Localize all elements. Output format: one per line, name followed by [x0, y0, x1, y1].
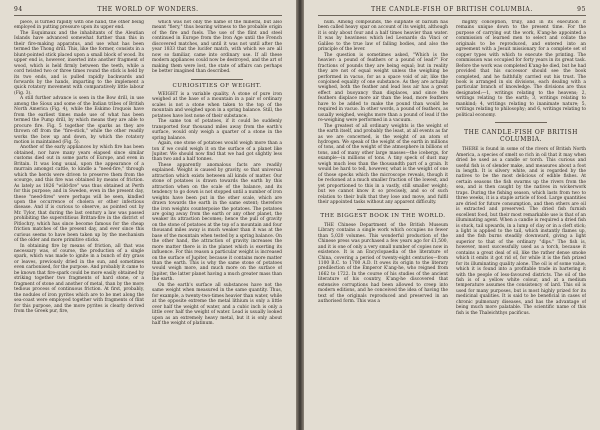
paragraph: A still further advance is seen in the Bow drill, in use among the Sioux and some of the Indian tribes of British North America (Fig. 4), while the Eskimo Iroquois have from the earliest times made use of what has been termed the Pump drill, by which means they are able to procure fire. Fig. 5 together the sparks as they are thrown off from the "fire-stick," while the other readily works the bow up and down, by which the rotatory motion is maintained (Fig. 5).: [14, 96, 144, 145]
paragraph: The greatest of all ordinary weights is the weight of the earth itself, and probably the least, at all events as far as we are concerned, is the weight of an atom of hydrogen. We speak of the weight of the earth in millions of tons, and of the weight of the atmosphere in billions of tons, and of many other large masses—the icebergs, for example—in millions of tons. A tiny speck of dust may weigh much less than the thousandth part of a grain. It would be hard to tell, however, what is the weight of one of those specks which the microscope reveals, though it be reckoned at a much smaller fraction of the lowest, and yet proportioned to this in a vastly, still smaller weight; but we cannot know it so precisely, and so of such relation to their bulk that they lose and move, and fulfil their appointed tasks without any apparent difficulty.: [318, 123, 448, 205]
paragraph: num. Among compounds, the sulphate of barium has been called heavy spar on account of its weight, although it is only about four and a half times heavier than water. It was by heaviness which led Leonardo da Vinci or Galileo to the true law of falling bodies, and also the principle of the lever.: [318, 20, 448, 53]
section-divider: [357, 209, 409, 210]
paragraph: which was not only the name of the mineral, but also meant "fiery," thus bearing witness to the probable origin of the fire and fuels. The use of the flint and steel continued in Europe from the Iron Age until the French discovered matches, and until it was not until after the year 1833 that the lucifer match, with which we are all now so familiar, came into ordinary use. If all these modern appliances could now be destroyed, and the art of making them were lost, the state of affairs can perhaps be better imagined than described.: [152, 20, 282, 75]
paragraph: THE Chinese Department of the British Museum Library contains a single work which occupies no fewer than 5,020 volumes. This wonderful production of the Chinese press was purchased a few years ago for £1,500, and it is one of only a very small number of copies now in existence. It is an Encyclopaedia of the literature of China, covering a period of twenty-eight centuries—from 1100 B.C. to 1700 A.D. It owes its origin to the literary predilection of the Emperor K'ang-he, who reigned from 1662 to 1722. In the course of his studies of the ancient literature of his country, K'ang-he discovered that extensive corruptions had been allowed to creep into modern editions, and he conceived the idea of having the text of the originals reproduced and preserved in an authorised form. This was a: [318, 222, 448, 305]
book-gutter: [296, 0, 304, 430]
right-page-number: 95: [577, 6, 586, 13]
right-page-header: [318, 6, 586, 16]
section-title-biggest-book: THE BIGGEST BOOK IN THE WORLD.: [320, 213, 446, 220]
right-column-1: [318, 20, 448, 430]
paragraph: Again, one stone of potatoes would weigh more than a ton if we could weigh it on the surface of a planet like Jupiter. We should now find that we had got slightly less than two and a half tonnes.: [152, 141, 282, 163]
paragraph: The Esquimaux and the inhabitants of the Aleutian Islands have advanced somewhat further than this in their fire-making apparatus, and use what has been termed the Thong drill. This, like the former, consists in a blunt-pointed stick placed upon a small block of wood. Its upper end is, however, inserted into another fragment of wood, which is held firmly between the teeth, while a cord twisted two or three times round the stick is held by its two ends, and is pulled rapidly backwards and forwards by the hands, imparting to the implement a quick rotatory movement with comparatively little labour (Fig. 3).: [14, 30, 144, 96]
paragraph: piece, is turned rapidly with one hand, the other being employed in putting pressure upon its upper end.: [14, 20, 144, 31]
paragraph: On the earth's surface all substances have not the same weight when measured in the same quantity. Thus, for example, a twenty-two-times heavier than water, while at the opposite extreme the metal lithium is only a little over half the weight of water, and a cubic inch is only a little over half the weight of water. Lead is usually looked upon as an extremely heavy metal, but it is only about half the weight of platinum.: [152, 282, 282, 327]
left-page: [0, 0, 296, 430]
section-title-curiosities-of-weight: CURIOSITIES OF WEIGHT.: [172, 82, 262, 89]
left-running-title: THE WORLD OF WONDERS.: [97, 6, 199, 13]
left-page-header: [14, 6, 282, 16]
section-title-line: THE CANDLE-FISH OF BRITISH: [464, 129, 578, 137]
paragraph: Another of the early appliances by which fire has been obtained, nor have many years elapsed since similar customs died out in some parts of Europe, and even in Britain. It was long usual, upon the appearance of a murrain amongst cattle, to kindle a "need-fire," through which the herds were driven to preserve them from the scourge, and this fire was obtained by means of friction. As lately as 1826 "wild-fire" was thus obtained at Perth for this purpose; and in Sweden, even in the present day, these "need-fires" were perhaps will be seen, kindled upon the occurrence of cholera or other infectious disease. And if is curious to observe, as pointed out by Mr. Tylor, that during the last century a law was passed prohibiting the superstitious Brittan-fire in the district of Pitlochry, which has since become famous for the cheap friction matches of the present day, and ever since this curious seems to have been taken up by the mechanism of the older and more primitive sticks.: [14, 145, 144, 244]
right-running-title: THE CANDLE-FISH OF BRITISH COLUMBIA.: [371, 6, 533, 13]
paragraph: In obtaining fire by means of friction, all that was necessary was, of course, the production of a single spark, which was made to ignite in a bunch of dry grass or leaves, previously dried in the sun, and sometimes even carbonised, for the purpose. And probably it came to be known that fire-spark could be more easily obtained by striking together two fragments of hard stone, or a fragment of stone and another of metal, than by the more tedious process of continuous friction. At first, probably, the nodules of iron pyrites which are to be met along the sea-coast were employed together with fragments of flint for this purpose, and the more pyrites is clearly derived from the Greek pur, fire,: [14, 243, 144, 315]
section-divider: [495, 122, 547, 123]
section-title-candle-fish: [456, 129, 586, 143]
section-divider: [191, 79, 243, 80]
left-page-number: 94: [14, 6, 23, 13]
paragraph: mighty conception, truly, and in its execution it remains unique down to the present time. For the purpose of carrying out the work, K'ang-he appointed a commission of learned men to select and collate the originals to be reproduced, and entered into an agreement with a Jesuit missionary for a complete set of copper types with which to execute the printing. The commission was occupied for forty years in its great task. Before the work was completed K'ang-he died, but he had provided that his successor should see the book completed, and he faithfully carried out his trust. The book is arranged in six divisions, each dealing with a particular branch of knowledge. The divisions are thus designated:—1, writings relating to the heavens; 2, writings relating to the earth; 3, writings relating to mankind; 4, writings relating to inanimate nature; 5, writings relating to philosophy; and 6, writings relating to political economy.: [456, 20, 586, 118]
paragraph: The same ton of potatoes, if it could be suddenly transported four thousand miles away from the earth's surface, would only weigh a quarter of a stone in the spring balance.: [152, 119, 282, 141]
left-column-1: [14, 20, 144, 430]
paragraph: THERE is found in some of the rivers of British North America, a species of smelt so rich in oil that it may when dried be used as a candle or torch. This curious and useful fish is of slender make, and measures about a foot in length. It is silvery white, and is regarded by the natives to be the most delicious of edible fishes. At certain seasons the fish swarms up the rivers from the sea, and is then caught by the natives in wickerwork traps. During the fishing season, which lasts from two to three weeks, it is a staple article of food. Large quantities are dried for future consumption, and then others are oil is extracted and preserved. The dried fish furnish excellent food, but their most remarkable use is that of an illuminating agent. When a candle is required a dried fish is stuck, tail upwards, in a lump of clay or in a cleft stick; a light is applied to the tail, which instantly flames up, and the fish burns steadily downward, giving a light superior to that of the ordinary "dips." The fish is, however, most successfully used as a torch, because it contains a great deal of oil, like the rather dense smoke which it emits it got rid of, for while it is the fish prized for its illuminating quality alone. The oil is of some value, which it is found into a profitable trade in bartering it with the people of less-favoured districts. The oil of the fish is of a yellow white colour, and at a medium temperature assumes the consistency of lard. This oil is used for many purposes, but is most highly prized for its medicinal qualities. It is said to be beneficial in cases of chronic pulmonary diseases, and has the advantage of being much more palatable. The scientific name of this fish is the Thaleichthys pacificus.: [456, 147, 586, 316]
right-column-2: [456, 20, 586, 430]
paragraph: WEIGHT is a variable quality. A stone of pure iron weighed at the base of a mountain in a pair of ordinary scales is not a stone when taken to the top of the mountain and weighed upon in a spring balance. Still, the potatoes have lost none of their substance.: [152, 91, 282, 119]
right-page: [304, 0, 600, 430]
section-title-line: COLUMBIA.: [500, 136, 542, 144]
paragraph: These apparently anomalous facts are readily explained. Weight is caused by gravity, so that universal attraction which exists between all kinds of matter. Our stone of potatoes is drawn towards the earth by this attraction when on the scale of the balance, and its tendency to go down is not stopped until a number of iron weights have been put in the other scale, which are drawn towards the earth in the same extent; therefore the iron weights counterpoise the potatoes. The potatoes are going away from the earth or any other planet, the weaker its attraction becomes; hence the pull of gravity on the stone of potatoes at the top of a mountain and four thousand miles away is much weaker than it was at the base of the mountain when tested by a spring balance. On the other hand, the attraction of gravity increases the more matter there is in the planet which is exerting its influence. For this reason a particular weight is increased on the surface of Jupiter, because it contains more matter than the earth. This is why the same stone of potatoes would weigh more, and much more on the surface of Jupiter, the latter planet having a much greater mass than the earth.: [152, 162, 282, 283]
left-column-2: [152, 20, 282, 430]
paragraph: The question is sometimes asked, "Which is the heavier: a pound of feathers or a pound of lead?" For fractions of pounds they are being equal; but in reality they are not of equal weight unless the weighing be performed in vacuo, for as a space void of air, like the conjoined equality of one substance. As they are actually weighed, both the feather and lead loss air has a great effect and buoyancy than displaces, and since the feathers displace more air than the lead, more feathers have to be added to make the pound than would be required in vacuo. In other words, a pound of feathers, as usually weighed, weighs more than a pound of lead if the re-weighing were performed in a vacuum.: [318, 52, 448, 124]
